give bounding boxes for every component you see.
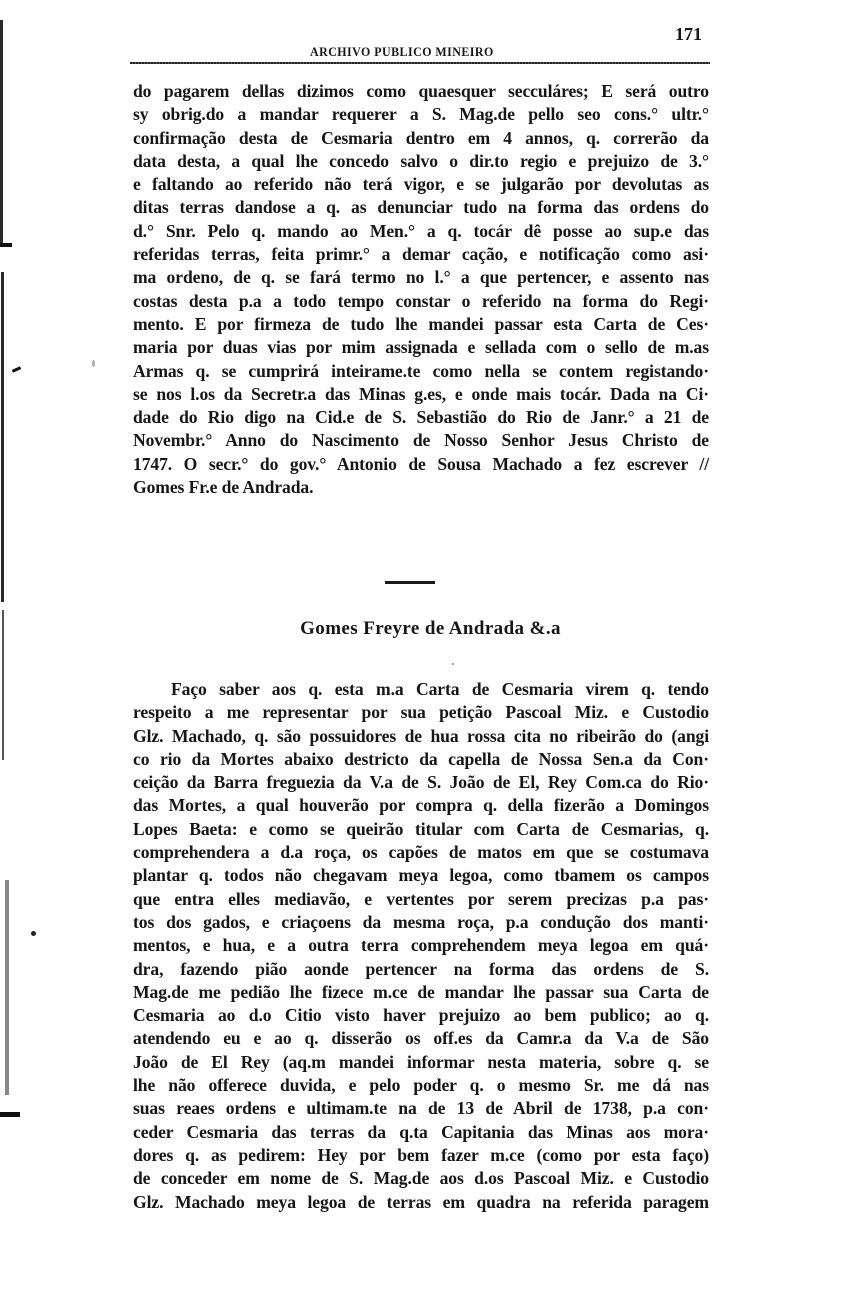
text-line: referidas terras, feita primr.° a demar cação, e notificação como asi· (133, 244, 709, 265)
text-line: sy obrig.do a mandar requerer a S. Mag.de pello seo cons.° ultr.° (133, 104, 709, 125)
text-line: dra, fazendo pião aonde pertencer na forma das ordens de S. (133, 958, 709, 979)
text-line: respeito a me representar por sua petição Pascoal Miz. e Custodio (133, 702, 709, 723)
text-line: mentos, e hua, e a outra terra comprehendem meya legoa em quá· (133, 935, 709, 956)
text-line: lhe não offerece duvida, e pelo poder q. o mesmo Sr. me dá nas (133, 1075, 709, 1096)
text-line: se nos l.os da Secretr.a das Minas g.es, e onde mais tocár. Dada na Ci· (133, 383, 709, 404)
section-divider (385, 581, 435, 584)
text-line: ceição da Barra freguezia da V.a de S. João de El, Rey Com.ca do Rio· (133, 772, 709, 793)
continuation-paragraph (133, 80, 709, 499)
text-line: do pagarem dellas dizimos como quaesquer secculáres; E será outro (133, 81, 709, 101)
scan-edge-mark (0, 243, 12, 247)
text-line: tos dos gados, e criaçoens da mesma roça, p.a condução dos manti· (133, 911, 709, 932)
text-line: Glz. Machado meya legoa de terras em quadra na referida paragem (133, 1191, 709, 1212)
text-line: data desta, a qual lhe concedo salvo o dir.to regio e prejuizo de 3.° (133, 150, 709, 171)
text-line: 1747. O secr.° do gov.° Antonio de Sousa Machado a fez escrever // (133, 453, 709, 474)
text-line: maria por duas vias por mim assignada e sellada com o sello de m.as (133, 337, 709, 358)
text-line: Cesmaria ao d.o Citio visto haver prejuizo ao bem publico; ao q. (133, 1005, 709, 1026)
text-line: ceder Cesmaria das terras da q.ta Capitania das Minas aos mora· (133, 1121, 709, 1142)
header-rule (130, 62, 710, 64)
text-line: Armas q. se cumprirá inteirame.te como nella se contem registando· (133, 360, 709, 381)
page-header (130, 18, 710, 64)
scan-edge-shadow-top (0, 20, 3, 245)
text-line: Faço saber aos q. esta m.a Carta de Cesmaria virem q. tendo (171, 679, 709, 699)
scan-edge-shadow-middle (1, 272, 4, 602)
text-line: co rio da Mortes abaixo destricto da capella de Nossa Sen.a da Con· (133, 748, 709, 769)
grant-paragraph (133, 678, 709, 1214)
scan-speck (12, 366, 21, 373)
text-line: Novembr.° Anno do Nascimento de Nosso Senhor Jesus Christo de (133, 430, 709, 451)
text-line: ditas terras dandose a q. as denunciar tudo na forma das ordens do (133, 197, 709, 218)
text-line: d.° Snr. Pelo q. mando ao Men.° a q. tocár dê posse ao sup.e das (133, 220, 709, 241)
text-line: das Mortes, a qual houverão por compra q. della fizerão a Domingos (133, 795, 709, 816)
scan-speck (452, 663, 454, 665)
text-line: Lopes Baeta: e como se queirão titular com Carta de Cesmarias, q. (133, 818, 709, 839)
text-line: suas reaes ordens e ultimam.te na de 13 de Abril de 1738, p.a con· (133, 1098, 709, 1119)
text-line: plantar q. todos não chegavam meya legoa, como tbamem os campos (133, 865, 709, 886)
running-title: ARCHIVO PUBLICO MINEIRO (310, 44, 494, 59)
text-line: João de El Rey (aq.m mandei informar nesta materia, sobre q. se (133, 1051, 709, 1072)
text-line: Glz. Machado, q. são possuidores de hua rossa cita no ribeirão do (angi (133, 725, 709, 746)
text-line: dores q. as pedirem: Hey por bem fazer m.ce (como por esta faço) (133, 1144, 709, 1165)
section-heading: Gomes Freyre de Andrada &.a (300, 618, 561, 639)
text-line: que entra elles mediavão, e vertentes por serem precizas p.a pas· (133, 888, 709, 909)
text-line: dade do Rio digo na Cid.e de S. Sebastião do Rio de Janr.° a 21 de (133, 407, 709, 428)
text-line: ma ordeno, de q. se fará termo no l.° a que pertencer, e assento nas (133, 267, 709, 288)
page-number: 171 (675, 24, 702, 44)
scan-speck (31, 931, 36, 936)
text-line: confirmação desta de Cesmaria dentro em 4 annos, q. correrão da (133, 127, 709, 148)
scan-edge-mark (0, 1112, 20, 1117)
text-line: costas desta p.a a todo tempo constar o referido na forma do Regi· (133, 290, 709, 311)
text-line: atendendo eu e ao q. disserão os off.es da Camr.a da V.a de São (133, 1028, 709, 1049)
text-line: mento. E por firmeza de tudo lhe mandei passar esta Carta de Ces· (133, 313, 709, 334)
text-line: Mag.de me pedião lhe fizece m.ce de mandar lhe passar sua Carta de (133, 981, 709, 1002)
scan-edge-shadow-bottom (5, 880, 9, 1095)
text-line: e faltando ao referido não terá vigor, e se julgarão por devolutas as (133, 174, 709, 195)
text-line: Gomes Fr.e de Andrada. (133, 477, 314, 498)
text-line: comprehendera a d.a roça, os capões de matos em que se costumava (133, 842, 709, 863)
text-line: de conceder em nome de S. Mag.de aos d.os Pascoal Miz. e Custodio (133, 1168, 709, 1189)
scan-speck (92, 360, 95, 367)
